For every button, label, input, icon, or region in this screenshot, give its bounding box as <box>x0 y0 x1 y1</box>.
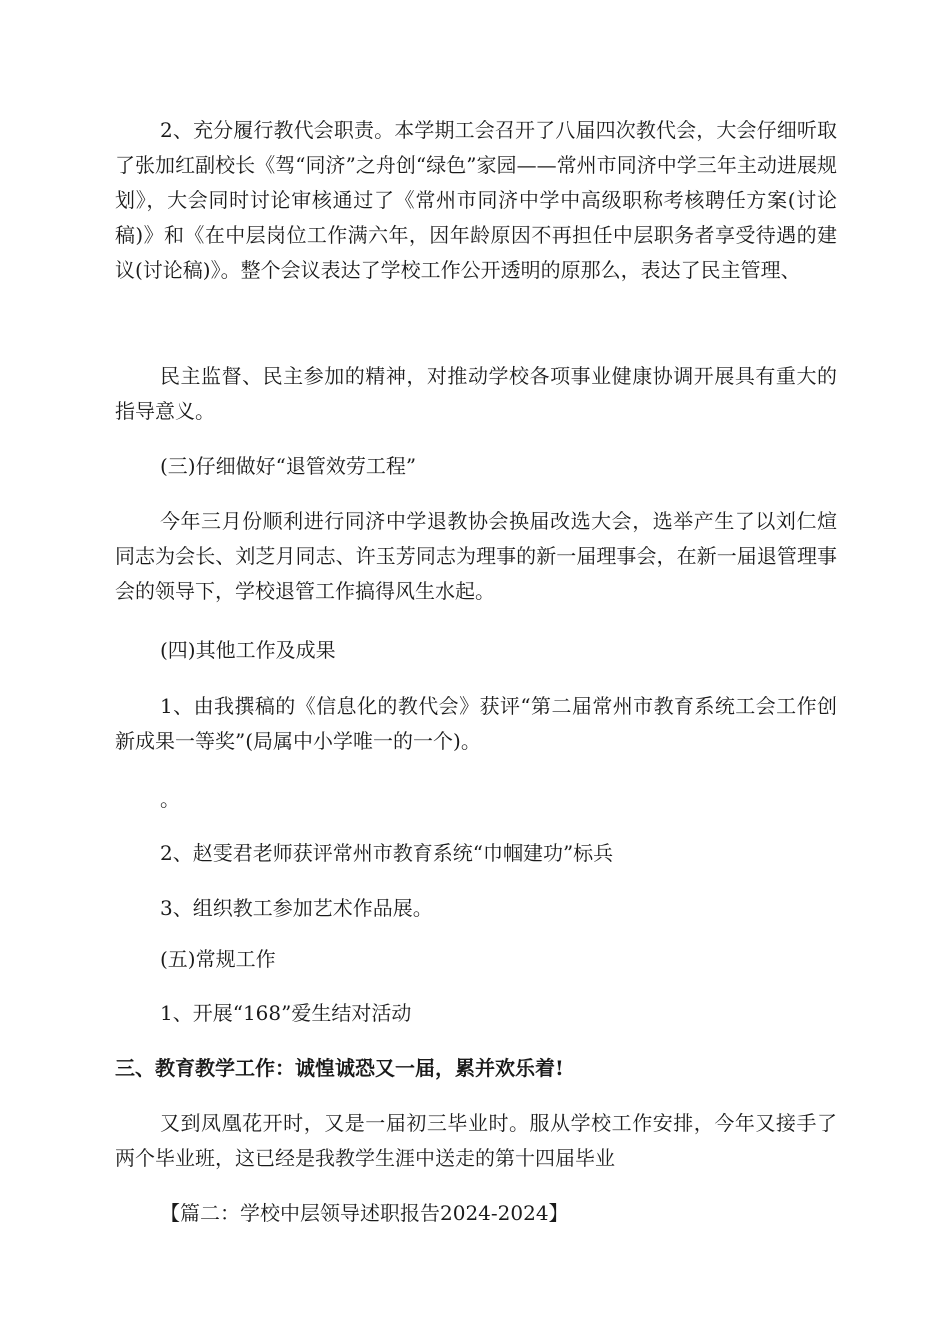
paragraph-award-item-2: 2、赵雯君老师获评常州市教育系统“巾帼建功”标兵 <box>160 841 614 865</box>
section-heading-other-work: (四)其他工作及成果 <box>160 638 336 662</box>
paragraph-routine-item-1: 1、开展“168”爱生结对活动 <box>160 1001 412 1025</box>
article-title-part-two: 【篇二：学校中层领导述职报告2024-2024】 <box>160 1201 569 1225</box>
paragraph-teacher-congress-duties: 2、充分履行教代会职责。本学期工会召开了八届四次教代会，大会仔细听取了张加红副校长《驾“同济”之舟创“绿色”家园——常州市同济中学三年主动进展规划》，大会同时讨论审核通过了《常州市同济中学中高级职称考核聘任方案(讨论稿)》和《在中层岗位工作满六年，因年龄原因不再担任中层职务者享受待遇的建议(讨论稿)》。整个会议表达了学校工作公开透明的原那么，表达了民主管理、 <box>115 118 837 282</box>
paragraph-stray-period: 。 <box>160 787 180 811</box>
paragraph-graduation-class: 又到凤凰花开时，又是一届初三毕业时。服从学校工作安排，今年又接手了两个毕业班，这已经是我教学生涯中送走的第十四届毕业 <box>115 1111 837 1170</box>
paragraph-award-item-1: 1、由我撰稿的《信息化的教代会》获评“第二届常州市教育系统工会工作创新成果一等奖”(局属中小学唯一的一个)。 <box>115 694 837 753</box>
section-heading-teaching-work: 三、教育教学工作：诚惶诚恐又一届，累并欢乐着! <box>115 1056 564 1080</box>
paragraph-award-item-3: 3、组织教工参加艺术作品展。 <box>160 896 433 920</box>
paragraph-retired-teachers-association: 今年三月份顺利进行同济中学退教协会换届改选大会，选举产生了以刘仁煊同志为会长、刘芝月同志、许玉芳同志为理事的新一届理事会，在新一届退管理事会的领导下，学校退管工作搞得风生水起。 <box>115 509 837 603</box>
section-heading-routine-work: (五)常规工作 <box>160 947 276 971</box>
section-heading-retiree-service: (三)仔细做好“退管效劳工程” <box>160 454 417 478</box>
paragraph-democratic-supervision: 民主监督、民主参加的精神，对推动学校各项事业健康协调开展具有重大的指导意义。 <box>115 364 837 423</box>
